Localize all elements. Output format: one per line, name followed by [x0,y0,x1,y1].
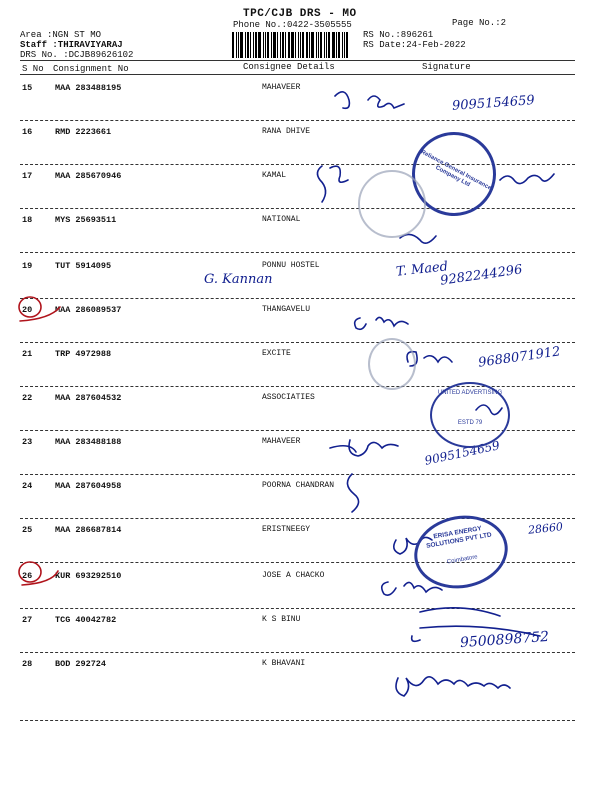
row-sno: 20 [22,305,33,315]
row-sno: 21 [22,349,33,359]
row-consignee: K BHAVANI [262,659,306,668]
row-sno: 18 [22,215,33,225]
row-consignee: EXCITE [262,349,291,358]
report-title: TPC/CJB DRS - MO [243,8,357,20]
row-sno: 22 [22,393,33,403]
row-consignee: ASSOCIATIES [262,393,315,402]
signature-scribble [317,166,348,202]
handwritten-phone: 9282244296 [439,262,524,289]
rs-date: RS Date:24-Feb-2022 [363,40,466,50]
row-sno: 25 [22,525,33,535]
row-consignment: TRP 4972988 [55,349,112,359]
row-sno: 17 [22,171,33,181]
row-consignment: MAA 283488188 [55,437,122,447]
row-sno: 26 [22,571,33,581]
row-consignee: PONNU HOSTEL [262,261,320,270]
rs-number: RS No.:896261 [363,30,434,40]
red-circle-mark [19,562,41,582]
signature-scribble [382,582,442,595]
handwritten-phone: 9095154659 [423,438,501,468]
row-consignment: TUT 5914095 [55,261,112,271]
row-consignment: MAA 286089537 [55,305,122,315]
signature-scribble [330,440,398,456]
row-consignee: ERISTNEEGY [262,525,311,534]
col-consignment-header: Consignment No [53,64,129,74]
phone-number: Phone No.:0422-3505555 [233,20,352,30]
row-consignment: RMD 2223661 [55,127,112,137]
row-sno: 15 [22,83,33,93]
row-consignee: RANA DHIVE [262,127,311,136]
row-consignment: MAA 287604532 [55,393,122,403]
row-consignment: MAA 287604958 [55,481,122,491]
col-signature-header: Signature [422,62,471,72]
signature-scribble [347,474,358,512]
signature-scribble [396,677,510,696]
handwritten-name: G. Kannan [204,272,273,287]
row-consignee: MAHAVEER [262,437,301,446]
erisa-stamp-text: ERISA ENERGY SOLUTIONS PVT LTD [425,525,493,550]
row-sno: 28 [22,659,33,669]
row-consignment: BOD 292724 [55,659,107,669]
handwritten-phone: 9095154659 [451,93,536,114]
staff-label: Staff :THIRAVIYARAJ [20,40,123,50]
row-consignment: MAA 285670946 [55,171,122,181]
faint-stamp [358,170,426,238]
row-consignment: MYS 25693511 [55,215,117,225]
erisa-stamp-city: Coimbatore [446,554,479,566]
row-sno: 16 [22,127,33,137]
row-consignee: KAMAL [262,171,287,180]
handwritten-number: 28660 [527,520,564,537]
red-circle-mark [19,297,41,317]
col-sno-header: S No [22,64,44,74]
page-number: Page No.:2 [452,18,507,28]
row-sno: 24 [22,481,33,491]
handwritten-phone: 9688071912 [477,344,562,371]
col-consignee-header: Consignee Details [243,62,335,72]
handwritten-mark: T. Maed [395,259,449,280]
row-consignment: KUR 693292510 [55,571,122,581]
advert-stamp-year: ESTD 79 [457,420,483,426]
row-sno: 19 [22,261,33,271]
row-consignee: THANGAVELU [262,305,311,314]
row-consignee: POORNA CHANDRAN [262,481,335,490]
reliance-stamp-text: Reliance General Insurance Company Ltd [419,149,493,192]
row-sno: 27 [22,615,33,625]
row-consignment: MAA 286687814 [55,525,122,535]
row-consignee: K S BINU [262,615,301,624]
row-sno: 23 [22,437,33,447]
signature-scribble [355,317,408,329]
row-consignment: MAA 283488195 [55,83,122,93]
handwritten-phone: 9500898752 [459,628,550,652]
red-tick-mark [22,571,58,585]
row-consignee: MAHAVEER [262,83,301,92]
faint-stamp [368,338,416,390]
signature-scribble [400,234,436,243]
row-consignment: TCG 40042782 [55,615,117,625]
area-label: Area :NGN ST MO [20,30,102,40]
advert-stamp [430,382,510,448]
row-consignee: JOSE A CHACKO [262,571,325,580]
advert-stamp-text: UNITED ADVERTISING [437,390,503,396]
signature-scribble [500,174,554,184]
row-consignee: NATIONAL [262,215,301,224]
drs-number: DRS No. :DCJB89626102 [20,50,134,60]
signature-scribble [335,92,404,109]
